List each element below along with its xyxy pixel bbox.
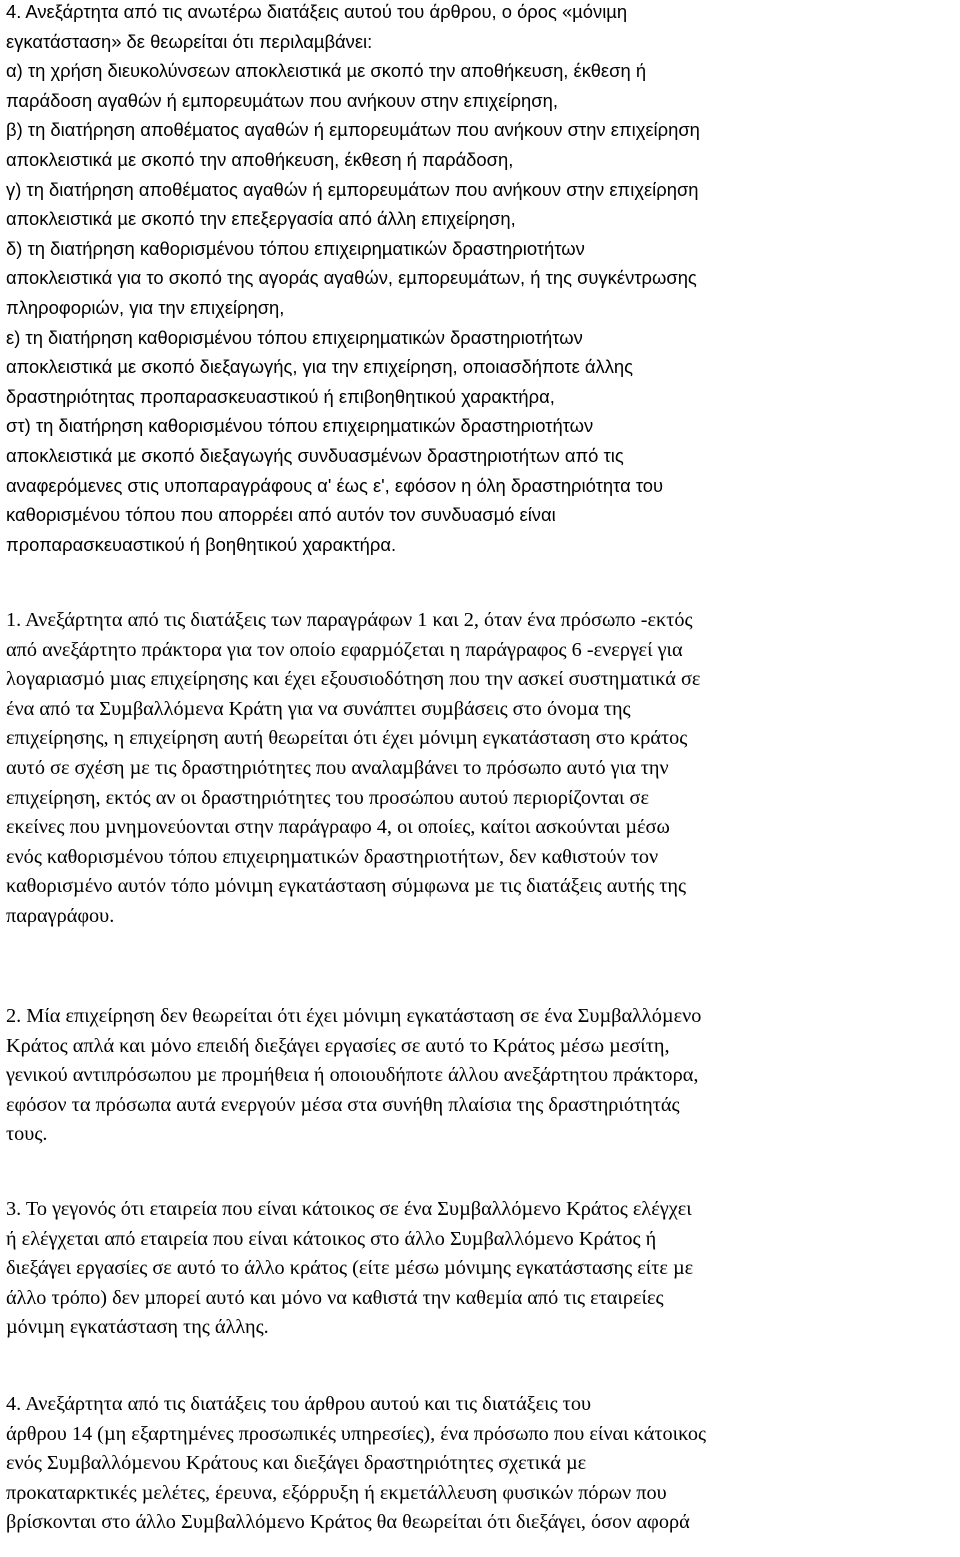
text-line: εγκατάσταση» δε θεωρείται ότι περιλαµβάνει: — [6, 30, 373, 52]
paragraph-2 — [6, 1002, 701, 1150]
text-line: 4. Ανεξάρτητα από τις διατάξεις του άρθρου αυτού και τις διατάξεις του — [6, 1393, 592, 1415]
text-line: άρθρου 14 (µη εξαρτηµένες προσωπικές υπηρεσίες), ένα πρόσωπο που είναι κάτοικος — [6, 1422, 707, 1445]
text-line: µόνιµη εγκατάσταση της άλλης. — [6, 1316, 269, 1339]
text-line: δ) τη διατήρηση καθορισµένου τόπου επιχειρηµατικών δραστηριοτήτων — [6, 237, 585, 259]
text-line: 2. Μία επιχείρηση δεν θεωρείται ότι έχει µόνιµη εγκατάσταση σε ένα Συµβαλλόµενο — [6, 1005, 702, 1027]
text-line: αποκλειστικά για το σκοπό της αγοράς αγαθών, εµπορευµάτων, ή της συγκέντρωσης — [6, 267, 697, 289]
text-line: β) τη διατήρηση αποθέµατος αγαθών ή εµπορευµάτων που ανήκουν στην επιχείρηση — [6, 119, 700, 141]
text-line: διεξάγει εργασίες σε αυτό το άλλο κράτος (είτε µέσω µόνιµης εγκατάστασης είτε µε — [6, 1257, 694, 1280]
text-line: καθορισµένου τόπου που απορρέει από αυτόν τον συνδυασµό είναι — [6, 504, 556, 526]
text-line: αποκλειστικά µε σκοπό διεξαγωγής συνδυασµένων δραστηριοτήτων από τις — [6, 444, 624, 466]
text-line: αποκλειστικά µε σκοπό την επεξεργασία από άλλη επιχείρηση, — [6, 208, 516, 230]
text-line: αποκλειστικά µε σκοπό την αποθήκευση, έκθεση ή παράδοση, — [6, 148, 514, 170]
text-line: τους. — [6, 1123, 48, 1146]
paragraph-1 — [6, 606, 700, 932]
text-line: α) τη χρήση διευκολύνσεων αποκλειστικά µε σκοπό την αποθήκευση, έκθεση ή — [6, 60, 647, 82]
text-line: γενικού αντιπρόσωπου µε προµήθεια ή οποιουδήποτε άλλου ανεξάρτητου πράκτορα, — [6, 1064, 699, 1087]
text-line: 1. Ανεξάρτητα από τις διατάξεις των παραγράφων 1 και 2, όταν ένα πρόσωπο -εκτός — [6, 609, 693, 631]
text-line: ενός Συµβαλλόµενου Κράτους και διεξάγει δραστηριότητες σχετικά µε — [6, 1452, 587, 1475]
text-line: 4. Ανεξάρτητα από τις ανωτέρω διατάξεις αυτού του άρθρου, ο όρος «µόνιµη — [6, 1, 628, 22]
text-line: δραστηριότητας προπαρασκευαστικού ή επιβοηθητικού χαρακτήρα, — [6, 385, 555, 407]
text-line: στ) τη διατήρηση καθορισµένου τόπου επιχειρηµατικών δραστηριοτήτων — [6, 415, 594, 437]
text-line: ε) τη διατήρηση καθορισµένου τόπου επιχειρηµατικών δραστηριοτήτων — [6, 326, 583, 348]
text-line: παράδοση αγαθών ή εµπορευµάτων που ανήκουν στην επιχείρηση, — [6, 89, 558, 111]
text-line: βρίσκονται στο άλλο Συµβαλλόµενο Κράτος θα θεωρείται ότι διεξάγει, όσον αφορά — [6, 1511, 690, 1534]
text-line: ένα από τα Συµβαλλόµενα Κράτη για να συνάπτει συµβάσεις στο όνοµα της — [6, 697, 631, 720]
text-line: Κράτος απλά και µόνο επειδή διεξάγει εργασίες σε αυτό το Κράτος µέσω µεσίτη, — [6, 1034, 670, 1057]
intro-clause-list — [6, 0, 960, 559]
text-line: άλλο τρόπο) δεν µπορεί αυτό και µόνο να καθιστά την καθεµία από τις εταιρείες — [6, 1286, 664, 1309]
text-line: παραγράφου. — [6, 904, 115, 927]
text-line: εκείνες που µνηµονεύονται στην παράγραφο 4, οι οποίες, καίτοι ασκούνται µέσω — [6, 816, 670, 839]
text-line: ή ελέγχεται από εταιρεία που είναι κάτοικος στο άλλο Συµβαλλόµενο Κράτος ή — [6, 1227, 657, 1250]
text-line: 3. Το γεγονός ότι εταιρεία που είναι κάτοικος σε ένα Συµβαλλόµενο Κράτος ελέγχει — [6, 1198, 692, 1220]
text-line: καθορισµένο αυτόν τόπο µόνιµη εγκατάσταση σύµφωνα µε τις διατάξεις αυτής της — [6, 875, 687, 898]
text-line: αυτό σε σχέση µε τις δραστηριότητες που αναλαµβάνει το πρόσωπο αυτό για την — [6, 756, 669, 779]
text-line: εφόσον τα πρόσωπα αυτά ενεργούν µέσα στα συνήθη πλαίσια της δραστηριότητάς — [6, 1093, 680, 1116]
text-line: προκαταρκτικές µελέτες, έρευνα, εξόρρυξη ή εκµετάλλευση φυσικών πόρων που — [6, 1481, 667, 1504]
text-line: λογαριασµό µιας επιχείρησης και έχει εξουσιοδότηση που την ασκεί συστηµατικά σε — [6, 668, 701, 691]
text-line: από ανεξάρτητο πράκτορα για τον οποίο εφαρµόζεται η παράγραφος 6 -ενεργεί για — [6, 638, 683, 661]
text-line: προπαρασκευαστικού ή βοηθητικού χαρακτήρα. — [6, 533, 397, 555]
text-line: επιχείρησης, η επιχείρηση αυτή θεωρείται ότι έχει µόνιµη εγκατάσταση στο κράτος — [6, 727, 688, 750]
text-line: γ) τη διατήρηση αποθέµατος αγαθών ή εµπορευµάτων που ανήκουν στην επιχείρηση — [6, 178, 699, 200]
text-line: ενός καθορισµένου τόπου επιχειρηµατικών δραστηριοτήτων, δεν καθιστούν τον — [6, 845, 659, 868]
text-line: αναφερόµενες στις υποπαραγράφους α' έως ε', εφόσον η όλη δραστηριότητα του — [6, 474, 664, 496]
text-line: αποκλειστικά µε σκοπό διεξαγωγής, για την επιχείρηση, οποιασδήποτε άλλης — [6, 356, 634, 378]
paragraph-4 — [6, 1390, 706, 1538]
text-line: πληροφοριών, για την επιχείρηση, — [6, 296, 285, 318]
text-line: επιχείρηση, εκτός αν οι δραστηριότητες του προσώπου αυτού περιορίζονται σε — [6, 786, 649, 809]
paragraph-3 — [6, 1195, 693, 1343]
